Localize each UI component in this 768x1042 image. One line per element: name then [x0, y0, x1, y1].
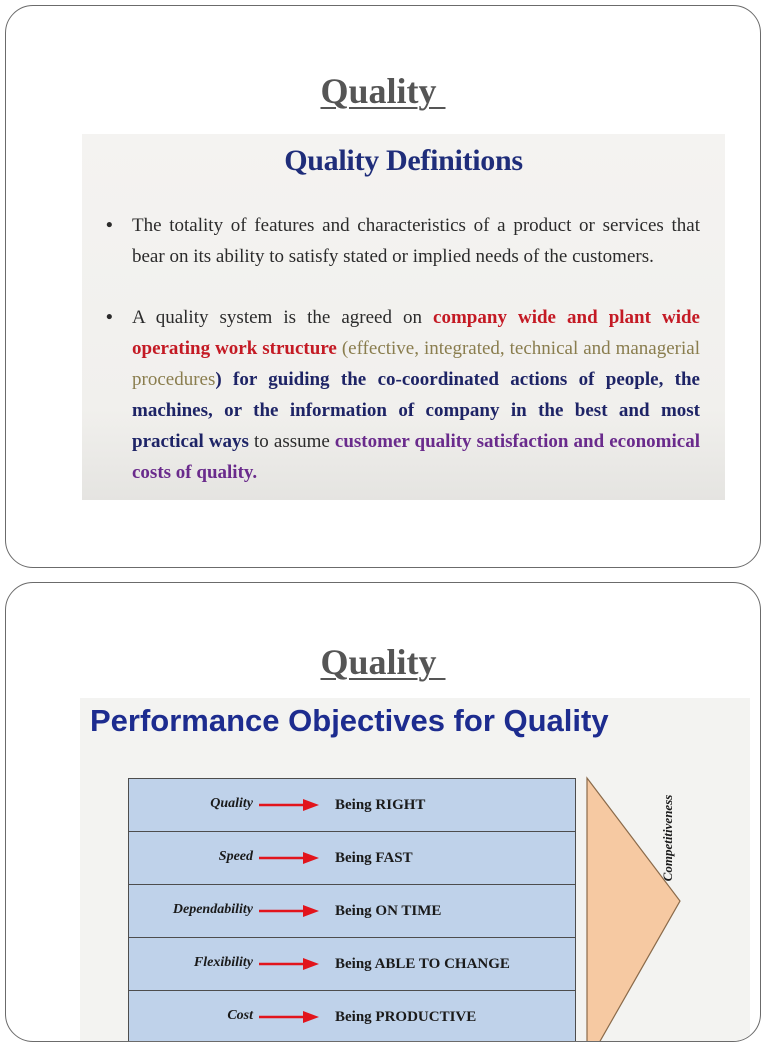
- objective-label: Speed: [218, 849, 253, 864]
- objective-value: Being ON TIME: [335, 903, 442, 919]
- bullet-text-part: A quality system is the agreed on: [132, 307, 434, 328]
- definition-bullet-1: [106, 210, 700, 272]
- slide-title: Quality: [320, 642, 446, 682]
- objective-label: Cost: [227, 1008, 253, 1023]
- bullet-text-highlight-purple: customer quality satisfaction and economical costs of quality.: [132, 431, 700, 483]
- objective-row: [129, 885, 575, 938]
- performance-panel: [80, 698, 750, 1042]
- slide-card-definitions: [5, 5, 761, 568]
- slide-title: Quality: [320, 71, 446, 111]
- objective-label: Quality: [210, 796, 253, 811]
- arrow-right-icon: [259, 798, 319, 812]
- bullet-text-part-olive: (effective, integrated, technical and managerial procedures: [132, 338, 700, 390]
- bullet-text-highlight-navy: ) for guiding the co-coordinated actions of people, the machines, or the information of company in the best and most practical ways: [132, 369, 700, 452]
- objective-value: Being ABLE TO CHANGE: [335, 956, 510, 972]
- competitiveness-label: Competitiveness: [660, 794, 675, 882]
- objective-row: [129, 991, 575, 1042]
- arrow-right-icon: [259, 851, 319, 865]
- bullet-text-highlight-red: company wide and plant wide operating work structure: [132, 307, 700, 359]
- bullet-text: The totality of features and characteristics of a product or services that bear on its ability to satisfy stated or implied needs of the customers.: [132, 215, 700, 267]
- bullet-dot: •: [106, 307, 113, 328]
- arrow-right-icon: [259, 957, 319, 971]
- definition-bullet-2: [106, 302, 700, 488]
- objective-label: Flexibility: [193, 955, 253, 970]
- objectives-table: [128, 778, 576, 1042]
- arrow-right-icon: [259, 1010, 319, 1024]
- slide-card-performance: [5, 582, 761, 1042]
- objective-value: Being RIGHT: [335, 797, 426, 813]
- objective-row: [129, 779, 575, 832]
- performance-heading: Performance Objectives for Quality: [90, 703, 609, 738]
- objective-row: [129, 832, 575, 885]
- objective-value: Being FAST: [335, 850, 413, 866]
- definitions-heading: Quality Definitions: [284, 144, 523, 177]
- objective-value: Being PRODUCTIVE: [335, 1009, 477, 1025]
- bullet-text: [132, 302, 700, 488]
- objective-row: [129, 938, 575, 991]
- definitions-panel: [82, 134, 725, 500]
- bullet-text-part: to assume: [248, 431, 335, 452]
- objective-label: Dependability: [172, 902, 253, 917]
- arrow-right-icon: [259, 904, 319, 918]
- bullet-dot: •: [106, 215, 113, 236]
